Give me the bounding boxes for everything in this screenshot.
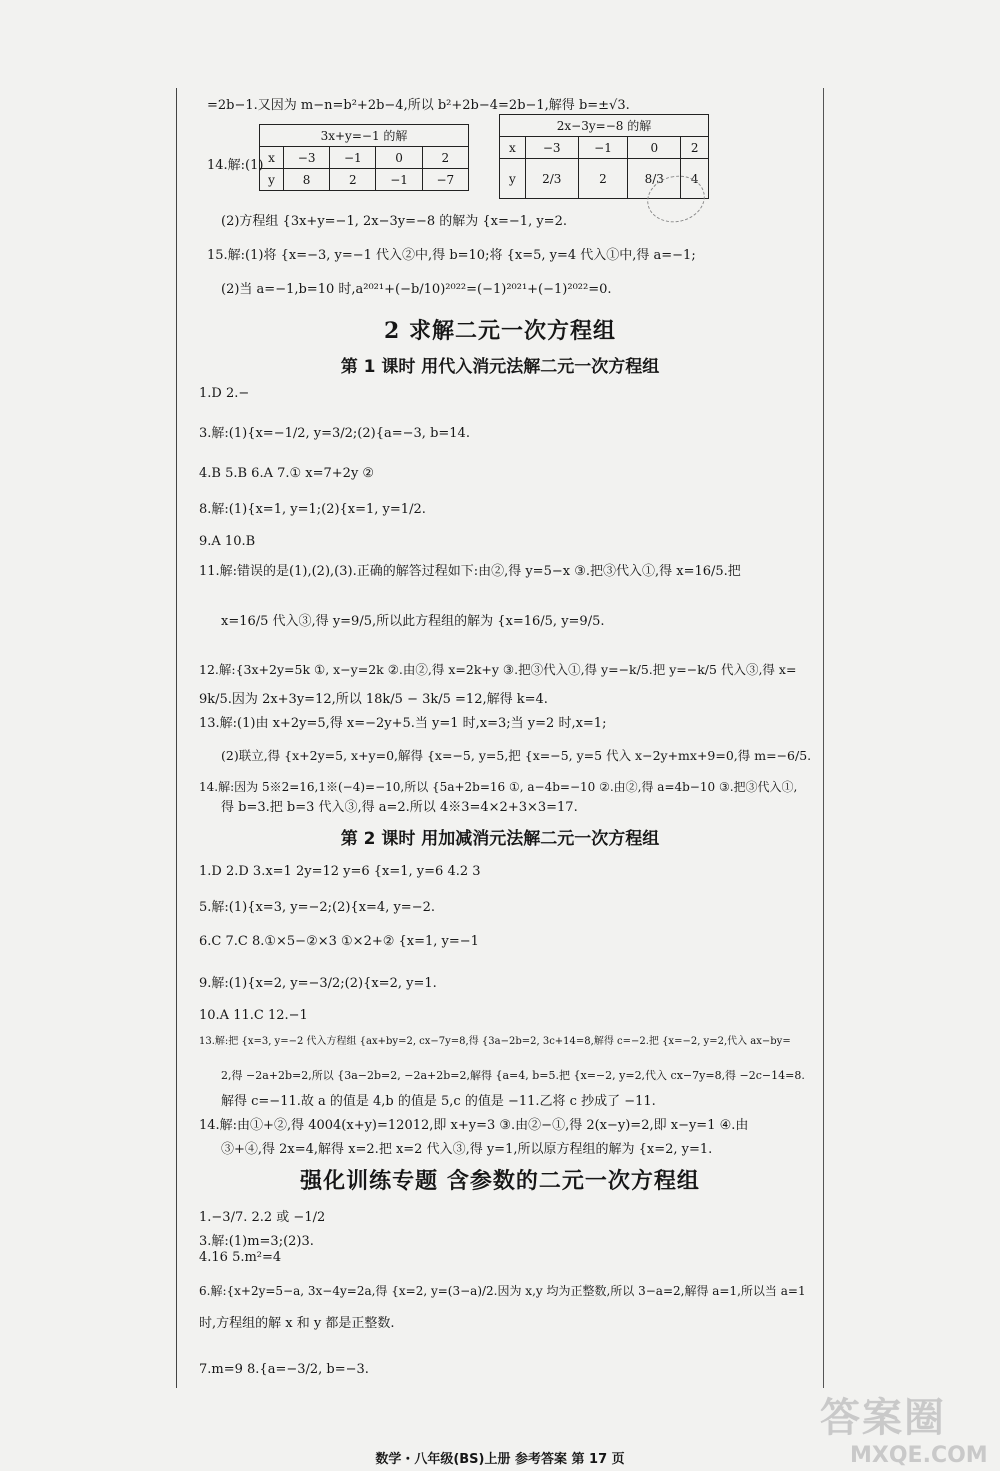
lesson-heading: 第 1 课时 用代入消元法解二元一次方程组	[340, 357, 660, 377]
solution-table-1	[259, 124, 469, 191]
answer-line: 9k/5.因为 2x+3y=12,所以 18k/5 − 3k/5 =12,解得 k=4.	[199, 692, 548, 707]
answer-line: 1.D 2.−	[199, 386, 250, 401]
table-cell: −3	[525, 137, 578, 159]
table-header: x	[500, 137, 526, 159]
answer-line: (2)当 a=−1,b=10 时,a²⁰²¹+(−b/10)²⁰²²=(−1)²⁰²¹+(−1)²⁰²²=0.	[221, 282, 612, 297]
answer-line: 得 b=3.把 b=3 代入③,得 a=2.所以 4※3=4×2+3×3=17.	[221, 800, 578, 815]
answer-line: ③+④,得 2x=4,解得 x=2.把 x=2 代入③,得 y=1,所以原方程组的解为 {x=2, y=1.	[221, 1142, 713, 1157]
answer-line: 13.解:(1)由 x+2y=5,得 x=−2y+5.当 y=1 时,x=3;当 y=2 时,x=1;	[199, 716, 607, 731]
table-header: y	[500, 159, 526, 199]
table-cell: 0	[628, 137, 681, 159]
table-cell: 8	[284, 169, 330, 191]
watermark-title: 答案圈	[820, 1395, 946, 1441]
table-cell: −1	[330, 147, 376, 169]
answer-line: 9.解:(1){x=2, y=−3/2;(2){x=2, y=1.	[199, 976, 437, 991]
table-header: y	[260, 169, 284, 191]
table-cell: 2	[330, 169, 376, 191]
answer-line: 1.−3/7. 2.2 或 −1/2	[199, 1210, 326, 1225]
topic-heading: 强化训练专题 含参数的二元一次方程组	[300, 1168, 700, 1194]
table-cell: 2	[681, 137, 709, 159]
table-cell: −1	[376, 169, 422, 191]
answer-line: 6.C 7.C 8.①×5−②×3 ①×2+② {x=1, y=−1	[199, 934, 479, 949]
answer-line: 4.16 5.m²=4	[199, 1250, 282, 1265]
table-cell: 0	[376, 147, 422, 169]
answer-line: 14.解:由①+②,得 4004(x+y)=12012,即 x+y=3 ③.由②−①,得 2(x−y)=2,即 x−y=1 ④.由	[199, 1118, 749, 1133]
table-cell: 4	[681, 159, 709, 199]
table-cell: −1	[578, 137, 628, 159]
section-heading: 2 求解二元一次方程组	[384, 318, 616, 344]
answer-line: 11.解:错误的是(1),(2),(3).正确的解答过程如下:由②,得 y=5−x ③.把③代入①,得 x=16/5.把	[199, 564, 741, 579]
answer-line: 2,得 −2a+2b=2,所以 {3a−2b=2, −2a+2b=2,解得 {a=4, b=5.把 {x=−2, y=2,代入 cx−7y=8,得 −2c−14=8.	[221, 1069, 805, 1082]
watermark-url: MXQE.COM	[850, 1443, 988, 1468]
answer-line: 1.D 2.D 3.x=1 2y=12 y=6 {x=1, y=6 4.2 3	[199, 864, 481, 879]
table-cell: 2	[422, 147, 468, 169]
answer-line: 解得 c=−11.故 a 的值是 4,b 的值是 5,c 的值是 −11.乙将 c 抄成了 −11.	[221, 1094, 656, 1109]
table-cell: −3	[284, 147, 330, 169]
table-cell: 2/3	[525, 159, 578, 199]
table-cell: −7	[422, 169, 468, 191]
answer-line: (2)联立,得 {x+2y=5, x+y=0,解得 {x=−5, y=5,把 {x=−5, y=5 代入 x−2y+mx+9=0,得 m=−6/5.	[221, 748, 812, 763]
answer-line: (2)方程组 {3x+y=−1, 2x−3y=−8 的解为 {x=−1, y=2.	[221, 214, 567, 229]
table-title: 2x−3y=−8 的解	[500, 115, 709, 137]
table-title: 3x+y=−1 的解	[260, 125, 469, 147]
table-cell: 2	[578, 159, 628, 199]
answer-page	[176, 88, 824, 1467]
lesson-heading: 第 2 课时 用加减消元法解二元一次方程组	[340, 829, 660, 849]
answer-line: 3.解:(1)m=3;(2)3.	[199, 1234, 314, 1249]
answer-line: x=16/5 代入③,得 y=9/5,所以此方程组的解为 {x=16/5, y=9/5.	[221, 614, 605, 629]
answer-line: 14.解:因为 5※2=16,1※(−4)=−10,所以 {5a+2b=16 ①, a−4b=−10 ②.由②,得 a=4b−10 ③.把③代入①,	[199, 780, 798, 794]
watermark-logo	[820, 1386, 995, 1466]
answer-line: 8.解:(1){x=1, y=1;(2){x=1, y=1/2.	[199, 502, 426, 517]
answer-line: 6.解:{x+2y=5−a, 3x−4y=2a,得 {x=2, y=(3−a)/2.因为 x,y 均为正整数,所以 3−a=2,解得 a=1,所以当 a=1	[199, 1284, 806, 1298]
table-cell: 8/3	[628, 159, 681, 199]
answer-line: 时,方程组的解 x 和 y 都是正整数.	[199, 1316, 395, 1331]
answer-line: 3.解:(1){x=−1/2, y=3/2;(2){a=−3, b=14.	[199, 426, 470, 441]
answer-line: 4.B 5.B 6.A 7.① x=7+2y ②	[199, 466, 375, 481]
answer-line: 10.A 11.C 12.−1	[199, 1008, 308, 1023]
q14-label: 14.解:(1)	[207, 158, 264, 173]
answer-line: =2b−1.又因为 m−n=b²+2b−4,所以 b²+2b−4=2b−1,解得 b=±√3.	[207, 98, 630, 113]
answer-line: 12.解:{3x+2y=5k ①, x−y=2k ②.由②,得 x=2k+y ③.把③代入①,得 y=−k/5.把 y=−k/5 代入③,得 x=	[199, 662, 797, 677]
table-header: x	[260, 147, 284, 169]
page-footer: 数学・八年级(BS)上册 参考答案 第 17 页	[375, 1452, 625, 1467]
answer-line: 13.解:把 {x=3, y=−2 代入方程组 {ax+by=2, cx−7y=8,得 {3a−2b=2, 3c+14=8,解得 c=−2.把 {x=−2, y=2,代入 ax−by=	[199, 1036, 791, 1047]
answer-line: 5.解:(1){x=3, y=−2;(2){x=4, y=−2.	[199, 900, 435, 915]
answer-line: 7.m=9 8.{a=−3/2, b=−3.	[199, 1362, 369, 1377]
answer-line: 9.A 10.B	[199, 534, 256, 549]
answer-line: 15.解:(1)将 {x=−3, y=−1 代入②中,得 b=10;将 {x=5, y=4 代入①中,得 a=−1;	[207, 248, 696, 263]
